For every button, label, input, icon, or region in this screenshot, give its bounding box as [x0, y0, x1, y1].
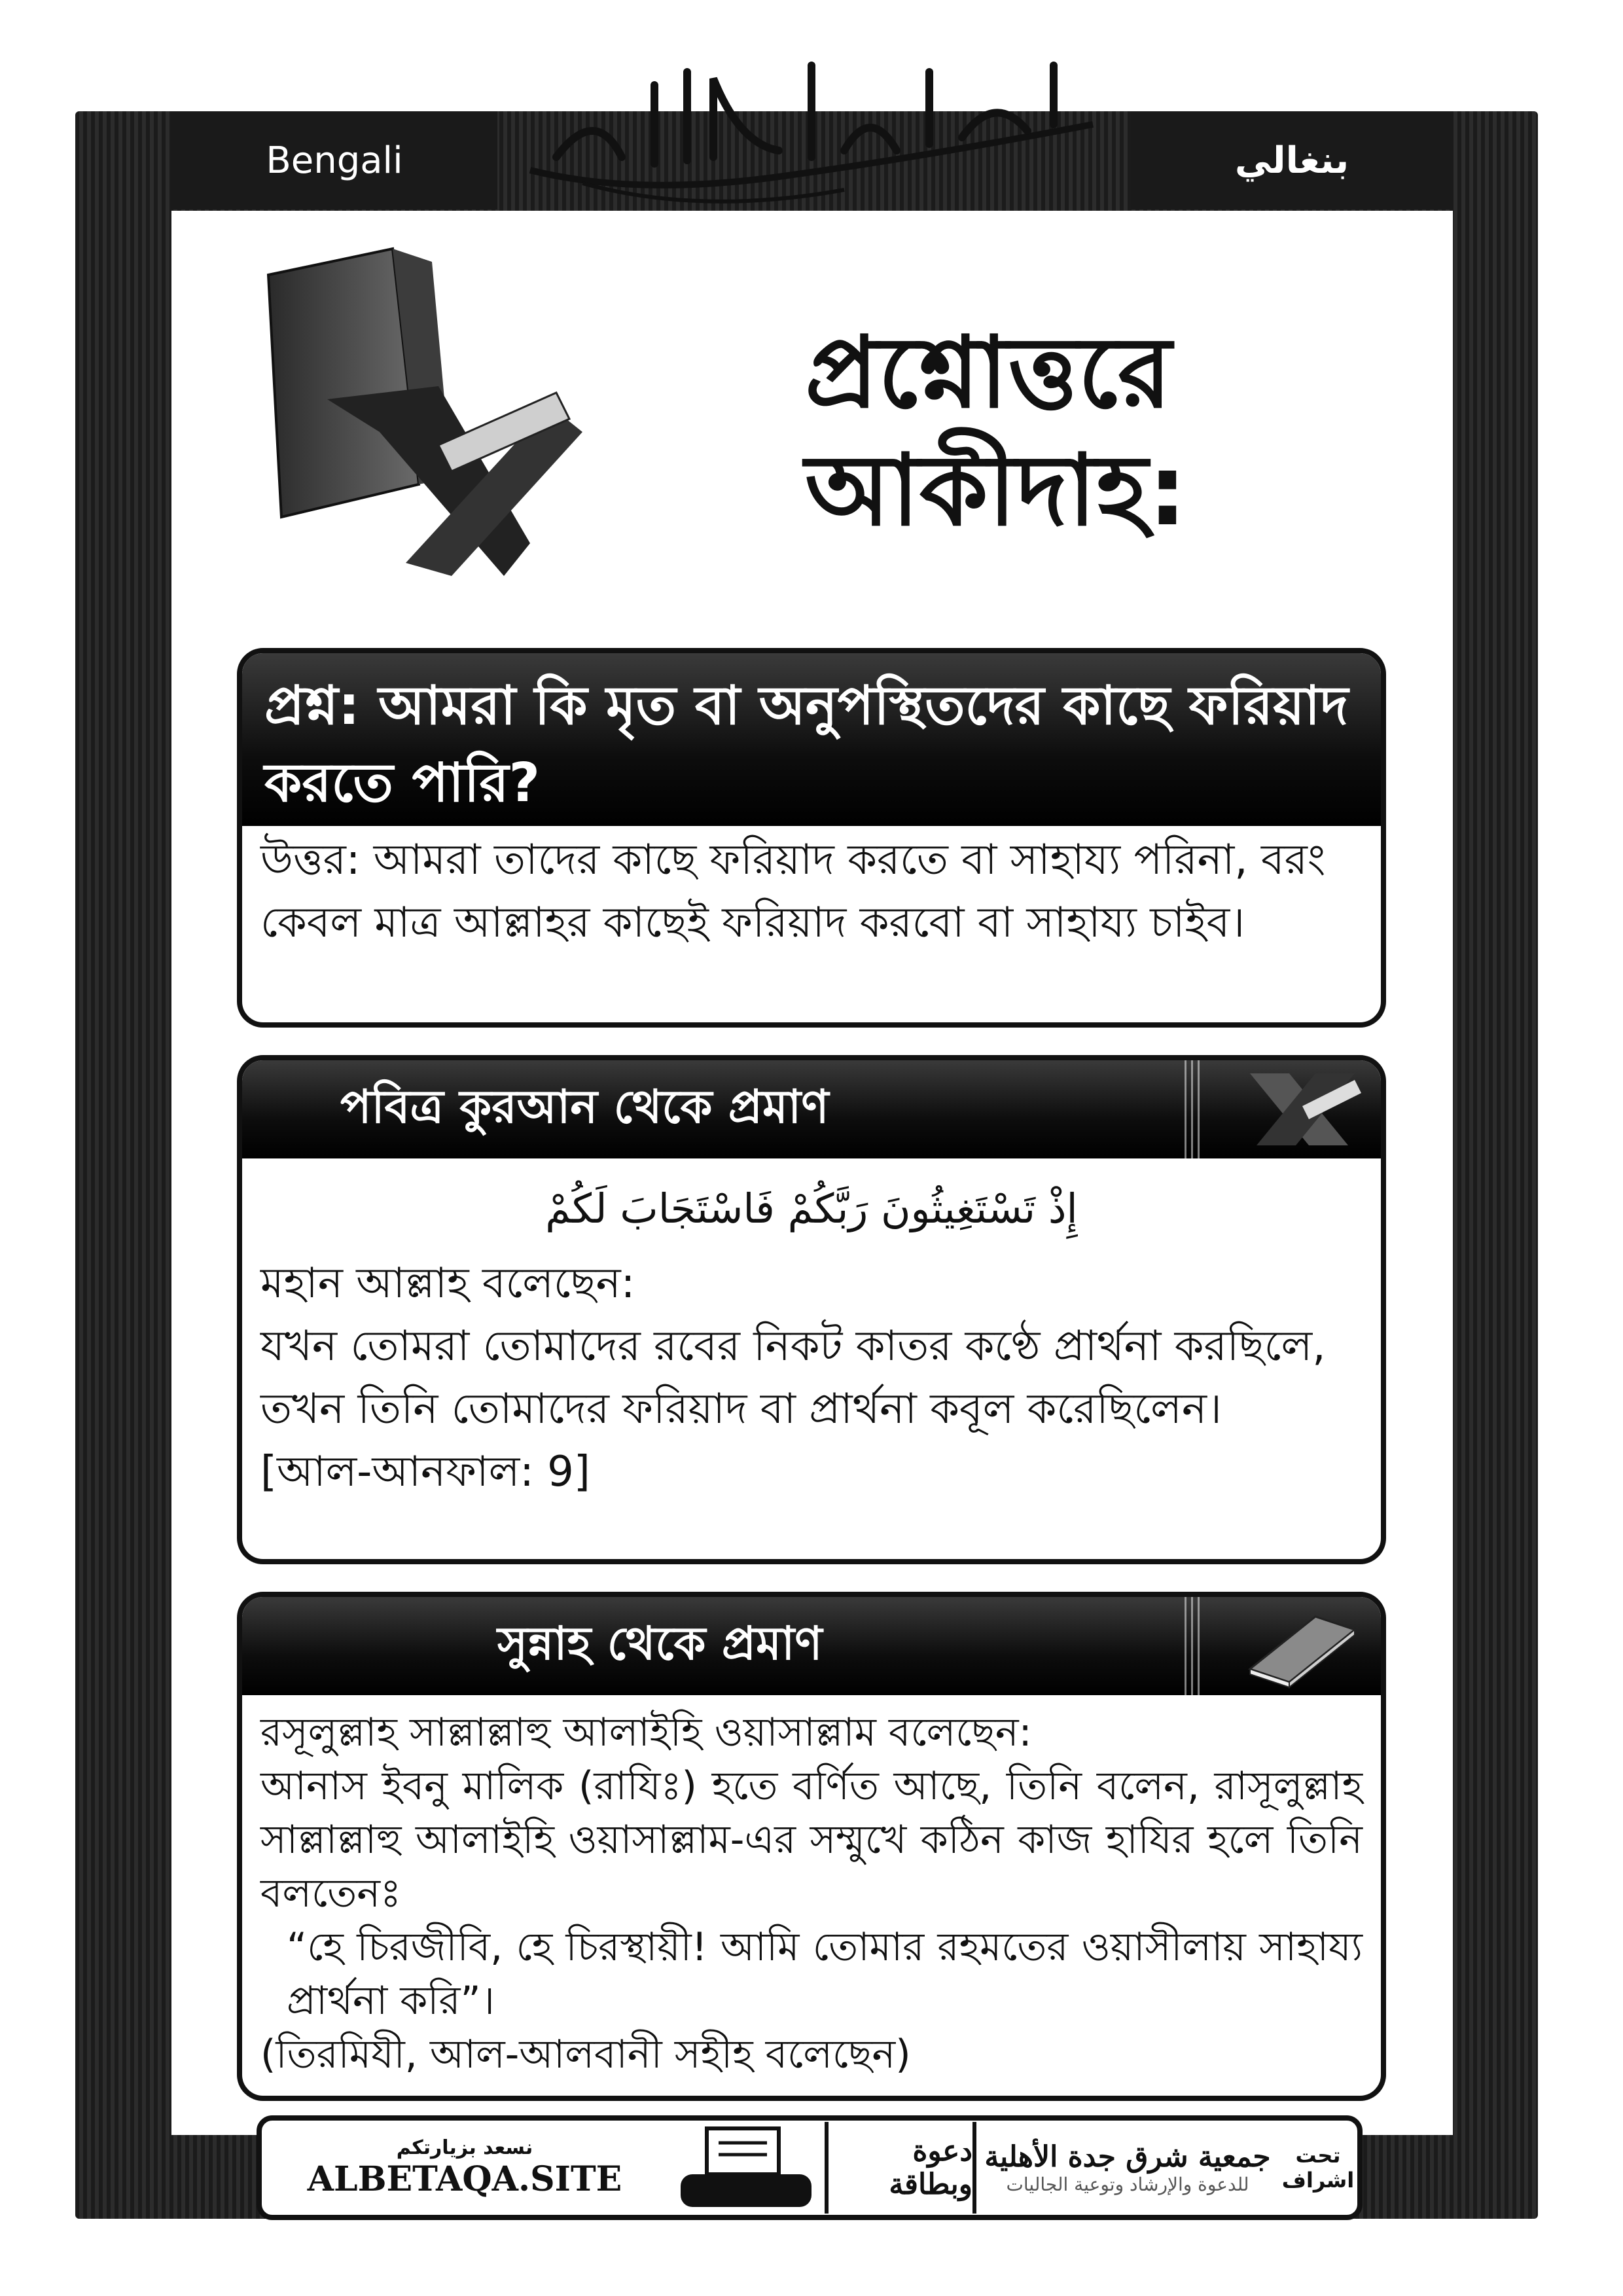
sunnah-proof-card	[237, 1592, 1386, 2101]
quran-stand-small-icon	[1224, 1067, 1368, 1152]
question-title: প্রশ্ন: আমরা কি মৃত বা অনুপস্থিতদের কাছে ফরিয়াদ করতে পারি?	[242, 653, 1381, 826]
website-block	[262, 2136, 668, 2199]
sunnah-reference: (তিরমিযী, আল-আলবানী সহীহ বলেছেন)	[260, 2032, 911, 2077]
divider-bars	[1185, 1060, 1204, 1158]
title-line-1: প্রশ্নোত্তরে	[805, 316, 1172, 430]
language-tab-english	[171, 111, 497, 209]
website-link[interactable]: ALBETAQA.SITE	[307, 2159, 622, 2199]
quran-stand-icon	[242, 236, 609, 602]
title-line-2: আকীদাহ:	[805, 434, 1187, 548]
sunnah-intro: রসূলুল্লাহ সাল্লাল্লাহু আলাইহি ওয়াসাল্লাম বলেছেন:	[260, 1710, 1032, 1755]
footer-bar	[257, 2115, 1363, 2220]
language-label-arabic: بنغالي	[1234, 139, 1349, 182]
language-label: Bengali	[266, 139, 403, 182]
quran-reference: [আল-আনফাল: 9]	[260, 1448, 590, 1496]
sunnah-narration: আনাস ইবনু মালিক (রাযিঃ) হতে বর্ণিত আছে, তিনি বলেন, রাসূলুল্লাহ সাল্লাল্লাহু আলাইহি ওয়াসাল্লাম-এর সম্মুখে কঠিন কাজ হাযির হলে তিনি বলতেনঃ	[260, 1763, 1363, 1916]
book-icon	[1224, 1604, 1368, 1689]
printer-icon[interactable]	[668, 2122, 825, 2214]
divider-bars	[1185, 1597, 1204, 1695]
basmala-calligraphy	[504, 26, 1126, 223]
quran-proof-heading: পবিত্র কুরআন থেকে প্রমাণ	[340, 1079, 829, 1134]
quran-translation: যখন তোমরা তোমাদের রবের নিকট কাতর কণ্ঠে প্রার্থনা করছিলে, তখন তিনি তোমাদের ফরিয়াদ বা প্রার্থনা কবূল করেছিলেন।	[260, 1322, 1326, 1433]
visit-text: نسعد بزيارتكم	[396, 2136, 533, 2159]
page-title	[805, 314, 1394, 550]
organization-subtitle: للدعوة والإرشاد وتوعية الجاليات	[1006, 2174, 1249, 2195]
quran-intro: মহান আল্লাহ বলেছেন:	[260, 1259, 635, 1308]
answer-text: উত্তর: আমরা তাদের কাছে ফরিয়াদ করতে বা সাহায্য পরিনা, বরং কেবল মাত্র আল্লাহর কাছেই ফরিয়াদ করবো বা সাহায্য চাইব।	[260, 836, 1326, 947]
sunnah-quote: “হে চিরজীবি, হে চিরস্থায়ী! আমি তোমার রহমতের ওয়াসীলায় সাহায্য প্রার্থনা করি”।	[287, 1924, 1363, 2024]
supervision-word-1: تحت	[1295, 2143, 1341, 2168]
supervision-label	[1279, 2143, 1357, 2193]
quran-proof-header	[242, 1060, 1381, 1158]
quran-proof-card	[237, 1055, 1386, 1564]
question-card	[237, 648, 1386, 1028]
sunnah-proof-header	[242, 1597, 1381, 1695]
organization-name: جمعية شرق جدة الأهلية	[984, 2140, 1271, 2174]
organization-block	[976, 2140, 1279, 2195]
language-tab-arabic	[1131, 111, 1453, 209]
dawah-logo: دعوة وبطاقة	[825, 2122, 976, 2214]
supervision-word-2: اشراف	[1281, 2168, 1355, 2193]
sunnah-proof-heading: সুন্নাহ থেকে প্রমাণ	[497, 1616, 823, 1670]
quran-arabic-verse: إِذْ تَسْتَغِيثُونَ رَبَّكُمْ فَاسْتَجَابَ لَكُمْ	[545, 1185, 1078, 1232]
